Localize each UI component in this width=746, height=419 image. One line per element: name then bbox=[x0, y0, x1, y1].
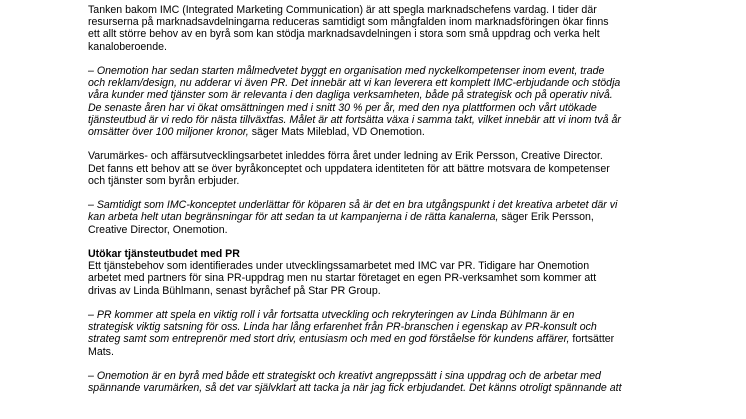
paragraph-imc-concept: Tanken bakom IMC (Integrated Marketing Communication) är att spegla marknadschefens vardag. I tider där resurserna på marknadsavdelningarna reduceras samtidigt som mångfalden inom marknadsföringen ökar finns ett allt större behov av en byrå som kan stödja marknadsavdelningen i stora som små uppdrag och verka helt kanaloberoende. bbox=[88, 4, 609, 53]
quote-text: – PR kommer att spela en viktig roll i vår fortsatta utveckling och rekryteringen av Linda Bühlmann är en strategisk viktig satsning för oss. Linda har lång erfarenhet från PR-branschen i egenskap av PR-konsult och strateg samt som entreprenör med stort driv, entusiasm och med en god förståelse för kundens affärer, bbox=[88, 309, 597, 346]
paragraph-pr-service: Ett tjänstebehov som identifierades under utvecklingssamarbetet med IMC var PR. Tidigare har Onemotion arbetet med partners för sina PR-uppdrag men nu startar företaget en egen PR-verksamhet som kommer att drivas av Linda Bühlmann, senast byråchef på Star PR Group. bbox=[88, 260, 597, 297]
quote-text: – Samtidigt som IMC-konceptet underlättar för köparen så är det en bra utgångspunkt i det kreativa arbetet där vi kan arbeta helt utan begränsningar för att sedan ta ut kampanjerna i de rätta kanalerna, bbox=[88, 199, 618, 224]
quote-text: – Onemotion har sedan starten målmedvetet byggt en organisation med nyckelkompetenser inom event, trade och reklam/design, nu adderar vi även PR. Det innebär att vi kan leverera ett komplett IMC-erbjudande och stödja våra kunder med tjänster som är relevanta i den dagliga verksamheten, både på strategisk och på operativ nivå. De senaste åren har vi ökat omsättningen med i snitt 30 % per år, med den nya plattformen och vårt utökade tjänsteutbud är vi redo för nästa tillväxtfas. Målet är att fortsätta växa i samma takt, vilket innebär att vi inom två år omsätter över 100 miljoner kronor, bbox=[88, 65, 621, 139]
quote-mats-mileblad bbox=[88, 65, 668, 138]
quote-attribution: säger Erik Persson, Creative Director, Onemotion. bbox=[88, 211, 594, 236]
document-body bbox=[88, 4, 668, 407]
quote-attribution: fortsätter Mats. bbox=[88, 333, 615, 358]
quote-erik-persson bbox=[88, 199, 668, 236]
quote-attribution: säger Mats Mileblad, VD Onemotion. bbox=[248, 126, 425, 139]
paragraph-brand-development: Varumärkes- och affärsutvecklingsarbetet inleddes förra året under ledning av Erik Persson, Creative Director. Det fanns ett behov att se över byråkonceptet och uppdatera identiteten för att bättre motsvara de kompetenser och tjänster som byrån erbjuder. bbox=[88, 150, 610, 187]
section-heading-pr: Utökar tjänsteutbudet med PR bbox=[88, 248, 240, 260]
quote-linda-buhlmann: – Onemotion är en byrå med både ett strategiskt och kreativt angreppssätt i sina uppdrag och de arbetar med spännande varumärken, så det var självklart att tacka ja när jag fick erbjudandet. Det känns otroligt spännande att bbox=[88, 370, 622, 395]
quote-pr-role bbox=[88, 309, 668, 358]
